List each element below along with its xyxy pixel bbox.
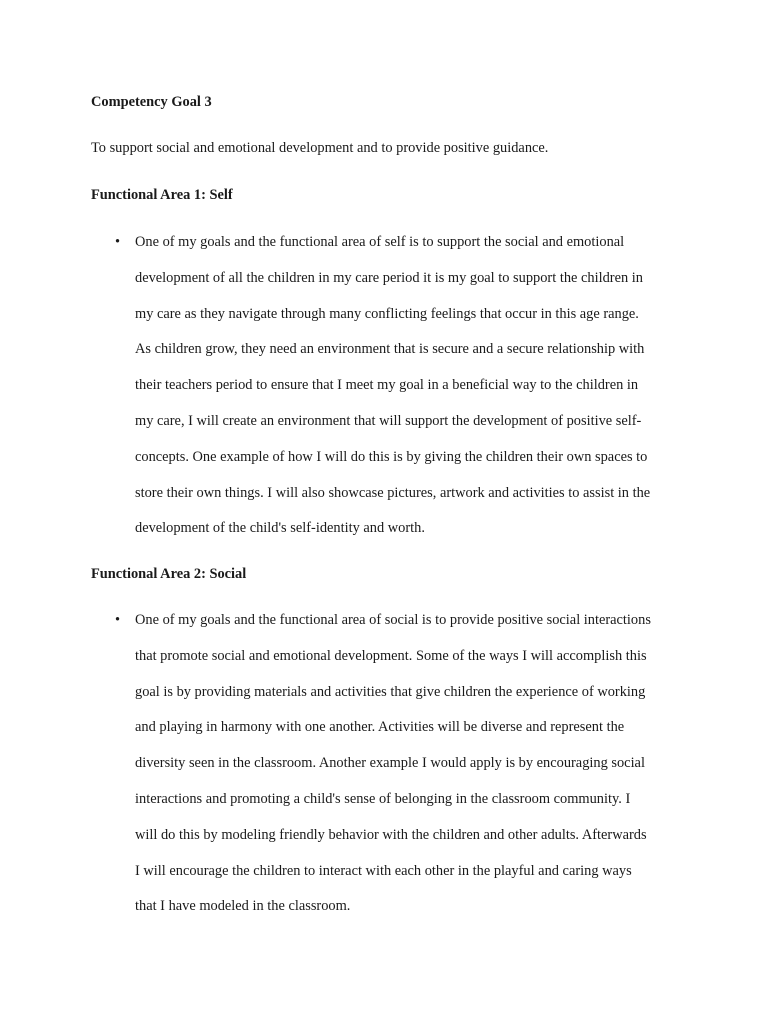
text-line: my care as they navigate through many conflicting feelings that occur in this age range.	[135, 305, 639, 322]
text-line: store their own things. I will also showcase pictures, artwork and activities to assist in the	[135, 484, 651, 501]
text-line: I will encourage the children to interact with each other in the playful and caring ways	[135, 862, 632, 879]
text-line: goal is by providing materials and activities that give children the experience of working	[135, 683, 646, 700]
text-line: diversity seen in the classroom. Another example I would apply is by encouraging social	[135, 755, 645, 772]
text-line: that promote social and emotional development. Some of the ways I will accomplish this	[135, 647, 647, 664]
text-line: interactions and promoting a child's sense of belonging in the classroom community. I	[135, 790, 631, 807]
bullet-icon: •	[115, 612, 121, 628]
document-title: Competency Goal 3	[91, 94, 212, 110]
section-heading-self: Functional Area 1: Self	[91, 187, 233, 203]
section-heading-social: Functional Area 2: Social	[91, 566, 247, 582]
text-line: that I have modeled in the classroom.	[135, 898, 351, 915]
text-line: will do this by modeling friendly behavior with the children and other adults. Afterwards	[135, 826, 647, 843]
section-self-text	[135, 233, 650, 555]
text-line: One of my goals and the functional area of self is to support the social and emotional	[135, 234, 625, 250]
text-line: and playing in harmony with one another. Activities will be diverse and represent the	[135, 719, 625, 736]
intro-paragraph: To support social and emotional development and to provide positive guidance.	[91, 140, 549, 156]
text-line: One of my goals and the functional area of social is to provide positive social interactions	[135, 612, 651, 628]
text-line: their teachers period to ensure that I meet my goal in a beneficial way to the children in	[135, 377, 639, 394]
text-line: development of the child's self-identity and worth.	[135, 520, 425, 537]
bullet-icon: •	[115, 234, 121, 250]
text-line: As children grow, they need an environment that is secure and a secure relationship with	[135, 341, 645, 358]
text-line: development of all the children in my care period it is my goal to support the children in	[135, 269, 643, 286]
text-line: concepts. One example of how I will do this is by giving the children their own spaces to	[135, 448, 648, 465]
text-line: my care, I will create an environment that will support the development of positive self-	[135, 412, 642, 429]
section-social-text	[135, 611, 651, 933]
